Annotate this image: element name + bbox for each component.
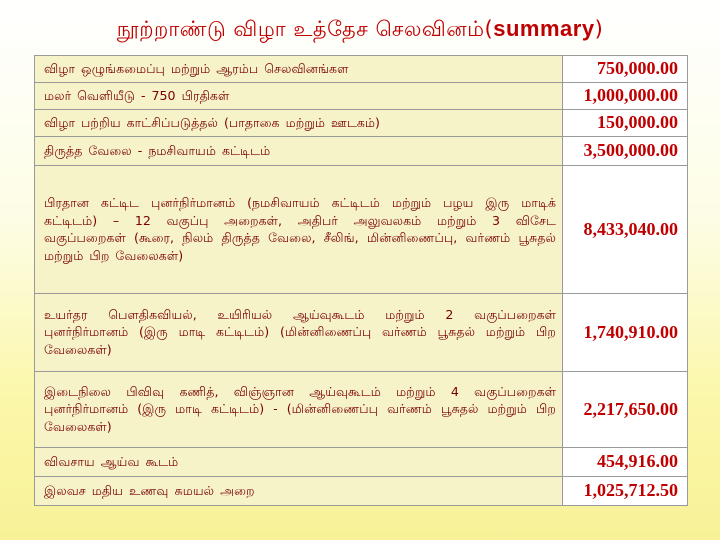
table-row [35,56,688,83]
title-close: ) [594,17,604,41]
row-description: பிரதான கட்டிட புனர்நிர்மானம் (நமசிவாயம் கட்டிடம் மற்றும் பழய இரு மாடிக் கட்டிடம்) – 12 வகுப்பு அறைகள், அதிபர் அலுவலகம் மற்றும் 3 விசேட வகுப்பறைகள் (கூரை, நிலம் திருத்த வேலை, சீலிங், மின்னிணைப்பு, வர்ணம் பூசுதல் மற்றும் பிற வேலைகள்) [35,166,563,294]
table-row [35,477,688,506]
table-row [35,110,688,137]
table-row [35,448,688,477]
row-description: திருத்த வேலை - நமசிவாயம் கட்டிடம் [35,137,563,166]
table-row [35,372,688,448]
table-row [35,83,688,110]
row-description: உயர்தர பௌதிகவியல், உயிரியல் ஆய்வுகூடம் மற்றும் 2 வகுப்பறைகள் புனர்நிர்மானம் (இரு மாடி கட்டிடம்) (மின்னிணைப்பு வர்ணம் பூசுதல் மற்றும் பிற வேலைகள்) [35,294,563,372]
row-amount: 1,025,712.50 [563,477,688,506]
row-amount: 3,500,000.00 [563,137,688,166]
expense-summary-table [34,55,688,506]
row-amount: 1,000,000.00 [563,83,688,110]
page-title [0,16,720,44]
row-description: மலர் வெளியீடு - 750 பிரதிகள் [35,83,563,110]
row-description: விழா பற்றிய காட்சிப்படுத்தல் (பாதாகை மற்றும் ஊடகம்) [35,110,563,137]
row-description: விழா ஒழுங்கமைப்பு மற்றும் ஆரம்ப செலவினங்கள [35,56,563,83]
row-description: இலவச மதிய உணவு சுமயல் அறை [35,477,563,506]
table-row [35,137,688,166]
row-amount: 150,000.00 [563,110,688,137]
row-amount: 1,740,910.00 [563,294,688,372]
row-amount: 454,916.00 [563,448,688,477]
row-description: இடைநிலை பிவிவு கணித், விஞ்ஞான ஆய்வுகூடம் மற்றும் 4 வகுப்பறைகள் புனர்நிர்மானம் (இரு மாடி கட்டிடம்) - (மின்னிணைப்பு வர்ணம் பூசுதல் மற்றும் பிற வேலைகள்) [35,372,563,448]
title-english: summary [493,16,595,41]
table-row [35,166,688,294]
row-amount: 750,000.00 [563,56,688,83]
row-amount: 8,433,040.00 [563,166,688,294]
row-amount: 2,217,650.00 [563,372,688,448]
title-tamil: நூற்றாண்டு விழா உத்தேச செலவினம்( [116,17,494,41]
table-row [35,294,688,372]
row-description: விவசாய ஆய்வ கூடம் [35,448,563,477]
